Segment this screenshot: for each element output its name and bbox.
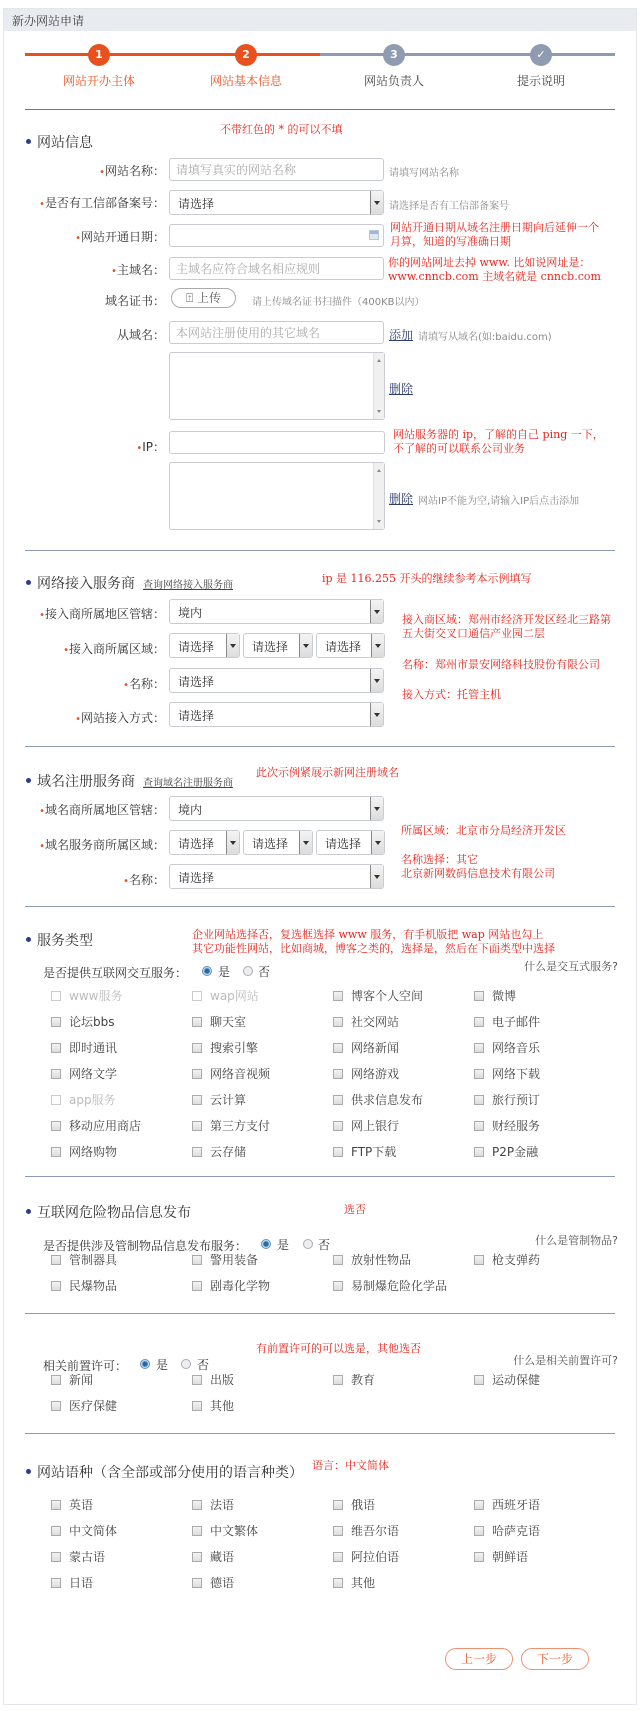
checkbox-label: 民爆物品 (69, 1279, 118, 1293)
checkbox-icon[interactable] (51, 1147, 61, 1157)
service-type-checkbox[interactable] (192, 1013, 246, 1030)
isp-jurisdiction-label: •接入商所属地区管辖： (39, 607, 165, 621)
registrar-city-select[interactable]: 请选择 (243, 830, 313, 855)
what-is-interactive-link[interactable]: 什么是交互式服务? (524, 960, 618, 973)
scrollbar[interactable] (373, 353, 384, 419)
service-type-checkbox[interactable] (474, 987, 516, 1004)
sub-domain-label: 从域名： (116, 328, 165, 342)
sub-domain-list[interactable] (169, 352, 385, 420)
chevron-down-icon (370, 600, 383, 623)
isp-region-label: •接入商所属区域： (63, 642, 165, 656)
radio-label: 否 (318, 1238, 331, 1252)
checkbox-icon[interactable] (51, 1375, 61, 1385)
checkbox-label: 维吾尔语 (351, 1524, 400, 1538)
dangerous-goods-checkbox[interactable] (192, 1277, 270, 1294)
annotation: 有前置许可的可以选是，其他选否 (256, 1342, 421, 1355)
language-checkbox[interactable] (474, 1496, 540, 1513)
divider (25, 1433, 615, 1434)
divider (25, 550, 615, 551)
ip-label: •IP： (136, 440, 165, 454)
checkbox-icon[interactable] (333, 1526, 343, 1536)
language-checkbox[interactable] (51, 1574, 93, 1591)
annotation: 名称选择：其它 北京新网数码信息技术有限公司 (401, 853, 555, 880)
step-4-check-icon: ✓ (530, 44, 552, 66)
divider (25, 746, 615, 747)
service-type-checkbox[interactable] (192, 1117, 270, 1134)
annotation: 所属区域：北京市分局经济开发区 (401, 824, 566, 837)
checkbox-icon[interactable] (474, 1255, 484, 1265)
checkbox-icon[interactable] (192, 1043, 202, 1053)
sub-domain-hint: 请填写从域名(如:baidu.com) (418, 332, 552, 343)
open-date-label: •网站开通日期： (75, 230, 165, 244)
add-sub-domain-link[interactable]: 添加 (389, 328, 414, 342)
divider (25, 1313, 615, 1314)
annotation: 你的网站网址去掉 www. 比如说网址是： www.cnncb.com 主域名就是 cnncb.com (388, 256, 601, 283)
chevron-down-icon (371, 831, 384, 854)
checkbox-label: 医疗保健 (69, 1399, 118, 1413)
checkbox-label: 剧毒化学物 (210, 1279, 271, 1293)
service-type-checkbox[interactable] (474, 1013, 540, 1030)
site-name-hint: 请填写网站名称 (389, 168, 459, 179)
checkbox-icon[interactable] (474, 1526, 484, 1536)
checkbox-label: 其他 (210, 1399, 235, 1413)
checkbox-icon[interactable] (51, 1095, 61, 1105)
registrar-name-label: •名称： (123, 873, 165, 887)
service-type-checkbox[interactable] (51, 1039, 117, 1056)
delete-sub-domain-link[interactable]: 删除 (389, 382, 414, 396)
annotation: 企业网站选择否，复选框选择 www 服务，有手机版把 wap 网站也勾上 其它功能性网站，比如商城，博客之类的，选择是，然后在下面类型中选择 (192, 928, 555, 955)
next-step-button[interactable]: 下一步 (521, 1648, 589, 1670)
permit-checkbox[interactable] (474, 1371, 540, 1388)
checkbox-icon[interactable] (51, 1255, 61, 1265)
checkbox-label: 管制器具 (69, 1253, 118, 1267)
permit-no-radio[interactable] (181, 1359, 191, 1369)
section-isp: 网络接入服务商 查询网络接入服务商 (26, 573, 233, 593)
checkbox-label: 其他 (351, 1576, 376, 1590)
chevron-down-icon (370, 669, 383, 692)
what-is-controlled-link[interactable]: 什么是管制物品? (535, 1234, 618, 1247)
checkbox-label: 哈萨克语 (492, 1524, 541, 1538)
chevron-down-icon (370, 703, 383, 726)
checkbox-icon[interactable] (192, 1500, 202, 1510)
what-is-permit-link[interactable]: 什么是相关前置许可? (513, 1354, 618, 1367)
service-type-checkbox[interactable] (333, 987, 423, 1004)
checkbox-icon[interactable] (474, 1500, 484, 1510)
annotation: ip 是 116.255 开头的继续参考本示例填写 (322, 572, 532, 585)
checkbox-icon[interactable] (192, 1281, 202, 1291)
isp-name-select[interactable]: 请选择 (169, 668, 384, 693)
divider (25, 1176, 615, 1177)
service-type-checkbox[interactable] (333, 1143, 396, 1160)
isp-method-select[interactable]: 请选择 (169, 702, 384, 727)
main-domain-input[interactable]: 主域名应符合域名相应规则 (169, 257, 384, 280)
registrar-jurisdiction-label: •域名商所属地区管辖： (39, 803, 165, 817)
service-type-checkbox[interactable] (51, 1013, 115, 1030)
radio-label: 否 (197, 1358, 210, 1372)
checkbox-label: 第三方支付 (210, 1119, 271, 1133)
checkbox-icon[interactable] (333, 1017, 343, 1027)
checkbox-label: 博客个人空间 (351, 989, 424, 1003)
checkbox-label: 阿拉伯语 (351, 1550, 400, 1564)
checkbox-label: 聊天室 (210, 1015, 247, 1029)
permit-checkbox[interactable] (51, 1371, 93, 1388)
checkbox-icon[interactable] (333, 1095, 343, 1105)
language-checkbox[interactable] (474, 1522, 540, 1539)
checkbox-icon[interactable] (333, 1069, 343, 1079)
service-type-checkbox[interactable] (474, 1117, 540, 1134)
checkbox-icon[interactable] (192, 1526, 202, 1536)
annotation: 选否 (344, 1203, 366, 1216)
section-site-info (26, 132, 93, 152)
permit-yes-radio[interactable] (140, 1359, 150, 1369)
dangerous-yes-radio[interactable] (261, 1239, 271, 1249)
checkbox-icon[interactable] (474, 1375, 484, 1385)
checkbox-icon[interactable] (333, 1281, 343, 1291)
annotation: 接入方式：托管主机 (402, 688, 501, 701)
checkbox-label: 朝鲜语 (492, 1550, 529, 1564)
icp-select[interactable]: 请选择 (169, 190, 384, 215)
prev-step-button[interactable]: 上一步 (445, 1648, 513, 1670)
checkbox-icon[interactable] (51, 1500, 61, 1510)
checkbox-icon[interactable] (333, 1121, 343, 1131)
progress-line-todo (320, 53, 615, 56)
divider (25, 906, 615, 907)
checkbox-label: 德语 (210, 1576, 235, 1590)
page-title: 新办网站申请 (12, 14, 85, 28)
registrar-district-select[interactable]: 请选择 (316, 830, 385, 855)
bullet-icon (26, 580, 31, 585)
checkbox-label: 运动保健 (492, 1373, 541, 1387)
interactive-question: 是否提供互联网交互服务： (43, 966, 188, 980)
ip-hint: 网站IP不能为空,请输入IP后点击添加 (418, 496, 580, 507)
service-type-checkbox[interactable] (333, 1117, 399, 1134)
interactive-yes-radio[interactable] (202, 966, 212, 976)
checkbox-icon[interactable] (51, 1526, 61, 1536)
section-languages: 网站语种（含全部或部分使用的语言种类） (26, 1462, 303, 1482)
registrar-province-select[interactable]: 请选择 (169, 830, 240, 855)
checkbox-label: 网络音视频 (210, 1067, 271, 1081)
checkbox-icon[interactable] (333, 1500, 343, 1510)
icp-hint: 请选择是否有工信部备案号 (389, 201, 509, 212)
checkbox-icon[interactable] (474, 1017, 484, 1027)
dangerous-goods-checkbox[interactable] (192, 1251, 258, 1268)
checkbox-icon[interactable] (474, 1552, 484, 1562)
radio-label: 是 (277, 1238, 290, 1252)
checkbox-label: 旅行预订 (492, 1093, 541, 1107)
section-title: 网站信息 (37, 135, 93, 151)
upload-icon: ⍐ (186, 291, 198, 305)
bullet-icon (26, 778, 31, 783)
title-bar (4, 9, 636, 31)
section-dangerous-goods: 互联网危险物品信息发布 (26, 1202, 191, 1222)
dangerous-goods-checkbox[interactable] (51, 1251, 117, 1268)
service-type-checkbox[interactable] (333, 1091, 423, 1108)
scrollbar[interactable] (373, 463, 384, 529)
bullet-icon (26, 1209, 31, 1214)
service-type-checkbox[interactable] (51, 1143, 117, 1160)
cert-label: 域名证书： (104, 294, 165, 308)
checkbox-label: 放射性物品 (351, 1253, 412, 1267)
checkbox-label: 网络音乐 (492, 1041, 541, 1055)
service-type-checkbox[interactable] (474, 1091, 540, 1108)
checkbox-icon[interactable] (51, 1121, 61, 1131)
checkbox-icon[interactable] (192, 1255, 202, 1265)
checkbox-label: 网络游戏 (351, 1067, 400, 1081)
checkbox-label: wap网站 (210, 989, 259, 1003)
chevron-down-icon (370, 865, 383, 888)
icp-label: •是否有工信部备案号： (39, 196, 165, 210)
checkbox-label: 蒙古语 (69, 1550, 106, 1564)
service-type-checkbox[interactable] (474, 1143, 538, 1160)
checkbox-icon[interactable] (333, 1552, 343, 1562)
progress-line-done (25, 53, 320, 56)
checkbox-label: 中文繁体 (210, 1524, 259, 1538)
isp-district-select[interactable]: 请选择 (316, 633, 385, 658)
dangerous-goods-checkbox[interactable] (333, 1251, 411, 1268)
checkbox-label: 新闻 (69, 1373, 94, 1387)
checkbox-label: FTP下载 (351, 1145, 397, 1159)
annotation: 不带红色的 * 的可以不填 (220, 123, 343, 136)
checkbox-label: 即时通讯 (69, 1041, 118, 1055)
checkbox-label: 社交网站 (351, 1015, 400, 1029)
checkbox-icon[interactable] (192, 1147, 202, 1157)
checkbox-label: 出版 (210, 1373, 235, 1387)
service-type-checkbox[interactable] (333, 1065, 399, 1082)
service-type-checkbox[interactable] (192, 1091, 246, 1108)
annotation: 网站开通日期从域名注册日期向后延伸一个 月算，知道的写准确日期 (390, 221, 599, 248)
radio-label: 否 (258, 965, 271, 979)
checkbox-label: 易制爆危险化学品 (351, 1279, 448, 1293)
bullet-icon (26, 139, 31, 144)
checkbox-label: 电子邮件 (492, 1015, 541, 1029)
checkbox-label: 网络下载 (492, 1067, 541, 1081)
checkbox-icon[interactable] (474, 1147, 484, 1157)
chevron-down-icon (299, 831, 312, 854)
main-domain-label: •主域名： (111, 263, 165, 277)
checkbox-label: P2P金融 (492, 1145, 539, 1159)
divider (25, 109, 615, 110)
service-type-checkbox[interactable] (51, 1117, 141, 1134)
step-1-label: 网站开办主体 (62, 74, 135, 88)
checkbox-icon[interactable] (333, 1043, 343, 1053)
dangerous-goods-checkbox[interactable] (474, 1251, 540, 1268)
language-checkbox[interactable] (333, 1548, 399, 1565)
checkbox-label: 俄语 (351, 1498, 376, 1512)
service-type-checkbox[interactable] (474, 1065, 540, 1082)
checkbox-icon[interactable] (333, 1375, 343, 1385)
bullet-icon (26, 1469, 31, 1474)
annotation: 语言：中文简体 (312, 1459, 389, 1472)
checkbox-label: 云存储 (210, 1145, 247, 1159)
checkbox-icon[interactable] (51, 1017, 61, 1027)
annotation: 名称：郑州市景安网络科技股份有限公司 (402, 658, 600, 671)
service-type-checkbox[interactable] (333, 1039, 399, 1056)
checkbox-label: 云计算 (210, 1093, 247, 1107)
chevron-down-icon (370, 191, 383, 214)
language-checkbox[interactable] (333, 1574, 375, 1591)
language-checkbox[interactable] (192, 1548, 234, 1565)
chevron-down-icon (299, 634, 312, 657)
radio-label: 是 (156, 1358, 169, 1372)
checkbox-icon[interactable] (333, 991, 343, 1001)
isp-name-label: •名称： (123, 677, 165, 691)
query-isp-link[interactable]: 查询网络接入服务商 (143, 580, 233, 591)
ip-input[interactable] (169, 431, 385, 454)
checkbox-label: 网络新闻 (351, 1041, 400, 1055)
annotation: 网站服务器的 ip，了解的自己 ping 一下， 不了解的可以联系公司业务 (393, 428, 604, 455)
checkbox-label: 西班牙语 (492, 1498, 541, 1512)
checkbox-label: 藏语 (210, 1550, 235, 1564)
service-type-checkbox[interactable] (333, 1013, 399, 1030)
checkbox-label: app服务 (69, 1093, 116, 1107)
isp-jurisdiction-select[interactable]: 境内 (169, 599, 384, 624)
checkbox-icon[interactable] (192, 1121, 202, 1131)
step-2-label: 网站基本信息 (209, 74, 282, 88)
step-1-dot: 1 (88, 44, 110, 66)
service-type-checkbox[interactable] (192, 1065, 270, 1082)
registrar-region-label: •域名服务商所属区域： (39, 838, 165, 852)
checkbox-icon[interactable] (192, 1069, 202, 1079)
annotation: 此次示例紧展示新网注册域名 (256, 766, 399, 779)
checkbox-label: www服务 (69, 989, 123, 1003)
checkbox-icon[interactable] (51, 1043, 61, 1053)
checkbox-label: 日语 (69, 1576, 94, 1590)
step-3-dot: 3 (383, 44, 405, 66)
section-registrar: 域名注册服务商 查询域名注册服务商 (26, 771, 233, 791)
checkbox-label: 英语 (69, 1498, 94, 1512)
checkbox-label: 警用装备 (210, 1253, 259, 1267)
section-service-type: 服务类型 (26, 930, 93, 950)
checkbox-icon[interactable] (192, 1578, 202, 1588)
calendar-icon[interactable] (369, 230, 379, 240)
isp-method-label: •网站接入方式： (75, 711, 165, 725)
permit-checkbox[interactable] (51, 1397, 117, 1414)
chevron-down-icon (370, 797, 383, 820)
checkbox-label: 论坛bbs (69, 1015, 115, 1029)
dangerous-goods-checkbox[interactable] (333, 1277, 447, 1294)
checkbox-icon[interactable] (474, 991, 484, 1001)
language-checkbox[interactable] (192, 1574, 234, 1591)
checkbox-label: 网络购物 (69, 1145, 118, 1159)
service-type-checkbox[interactable] (192, 1039, 258, 1056)
interactive-no-radio[interactable] (243, 966, 253, 976)
open-date-input[interactable] (169, 224, 384, 247)
language-checkbox[interactable] (192, 1496, 234, 1513)
checkbox-label: 中文简体 (69, 1524, 118, 1538)
checkbox-label: 供求信息发布 (351, 1093, 424, 1107)
permit-checkbox[interactable] (192, 1397, 234, 1414)
sub-domain-input[interactable]: 本网站注册使用的其它域名 (169, 321, 384, 344)
step-4-label: 提示说明 (516, 74, 565, 88)
language-checkbox[interactable] (51, 1548, 105, 1565)
cert-hint: 请上传域名证书扫描件（400KB以内） (252, 297, 425, 308)
service-type-checkbox[interactable] (51, 1091, 116, 1108)
ip-list[interactable] (169, 462, 385, 530)
service-type-checkbox[interactable] (474, 1039, 540, 1056)
dangerous-no-radio[interactable] (303, 1239, 313, 1249)
language-checkbox[interactable] (51, 1496, 93, 1513)
checkbox-label: 财经服务 (492, 1119, 541, 1133)
checkbox-icon[interactable] (192, 1095, 202, 1105)
site-name-label: •网站名称： (99, 164, 165, 178)
chevron-down-icon (371, 634, 384, 657)
permit-question: 相关前置许可： (43, 1359, 128, 1373)
checkbox-label: 移动应用商店 (69, 1119, 142, 1133)
language-checkbox[interactable] (333, 1496, 375, 1513)
checkbox-icon[interactable] (192, 991, 202, 1001)
checkbox-icon[interactable] (192, 1552, 202, 1562)
checkbox-label: 网络文学 (69, 1067, 118, 1081)
upload-button[interactable]: ⍐ 上传 (171, 288, 236, 308)
service-type-checkbox[interactable] (51, 987, 122, 1004)
checkbox-icon[interactable] (51, 1401, 61, 1411)
checkbox-icon[interactable] (474, 1121, 484, 1131)
checkbox-label: 法语 (210, 1498, 235, 1512)
checkbox-icon[interactable] (51, 991, 61, 1001)
checkbox-icon[interactable] (51, 1578, 61, 1588)
permit-checkbox[interactable] (333, 1371, 375, 1388)
checkbox-icon[interactable] (474, 1095, 484, 1105)
language-checkbox[interactable] (192, 1522, 258, 1539)
checkbox-label: 枪支弹药 (492, 1253, 541, 1267)
chevron-down-icon (226, 634, 239, 657)
step-3-label: 网站负责人 (363, 74, 424, 88)
checkbox-icon[interactable] (192, 1017, 202, 1027)
isp-province-select[interactable]: 请选择 (169, 633, 240, 658)
site-name-input[interactable]: 请填写真实的网站名称 (169, 158, 384, 181)
checkbox-icon[interactable] (333, 1578, 343, 1588)
language-checkbox[interactable] (51, 1522, 117, 1539)
checkbox-label: 微博 (492, 989, 517, 1003)
registrar-name-select[interactable]: 请选择 (169, 864, 384, 889)
dangerous-goods-checkbox[interactable] (51, 1277, 117, 1294)
checkbox-label: 搜索引擎 (210, 1041, 259, 1055)
checkbox-icon[interactable] (192, 1375, 202, 1385)
query-registrar-link[interactable]: 查询域名注册服务商 (143, 778, 233, 789)
permit-checkbox[interactable] (192, 1371, 234, 1388)
service-type-checkbox[interactable] (192, 987, 259, 1004)
checkbox-icon[interactable] (51, 1281, 61, 1291)
checkbox-icon[interactable] (192, 1401, 202, 1411)
checkbox-icon[interactable] (474, 1043, 484, 1053)
checkbox-icon[interactable] (51, 1552, 61, 1562)
radio-label: 是 (218, 965, 231, 979)
registrar-jurisdiction-select[interactable]: 境内 (169, 796, 384, 821)
bullet-icon (26, 937, 31, 942)
checkbox-icon[interactable] (51, 1069, 61, 1079)
annotation: 接入商区域：郑州市经济开发区经北三路第 五大街交叉口通信产业园二层 (402, 613, 611, 640)
language-checkbox[interactable] (333, 1522, 399, 1539)
service-type-checkbox[interactable] (192, 1143, 246, 1160)
isp-city-select[interactable]: 请选择 (243, 633, 313, 658)
checkbox-label: 网上银行 (351, 1119, 400, 1133)
checkbox-icon[interactable] (474, 1069, 484, 1079)
delete-ip-link[interactable]: 删除 (389, 492, 414, 506)
checkbox-icon[interactable] (333, 1255, 343, 1265)
dangerous-question: 是否提供涉及管制物品信息发布服务： (43, 1239, 248, 1253)
language-checkbox[interactable] (474, 1548, 528, 1565)
service-type-checkbox[interactable] (51, 1065, 117, 1082)
chevron-down-icon (226, 831, 239, 854)
step-2-dot: 2 (235, 44, 257, 66)
checkbox-label: 教育 (351, 1373, 376, 1387)
checkbox-icon[interactable] (333, 1147, 343, 1157)
